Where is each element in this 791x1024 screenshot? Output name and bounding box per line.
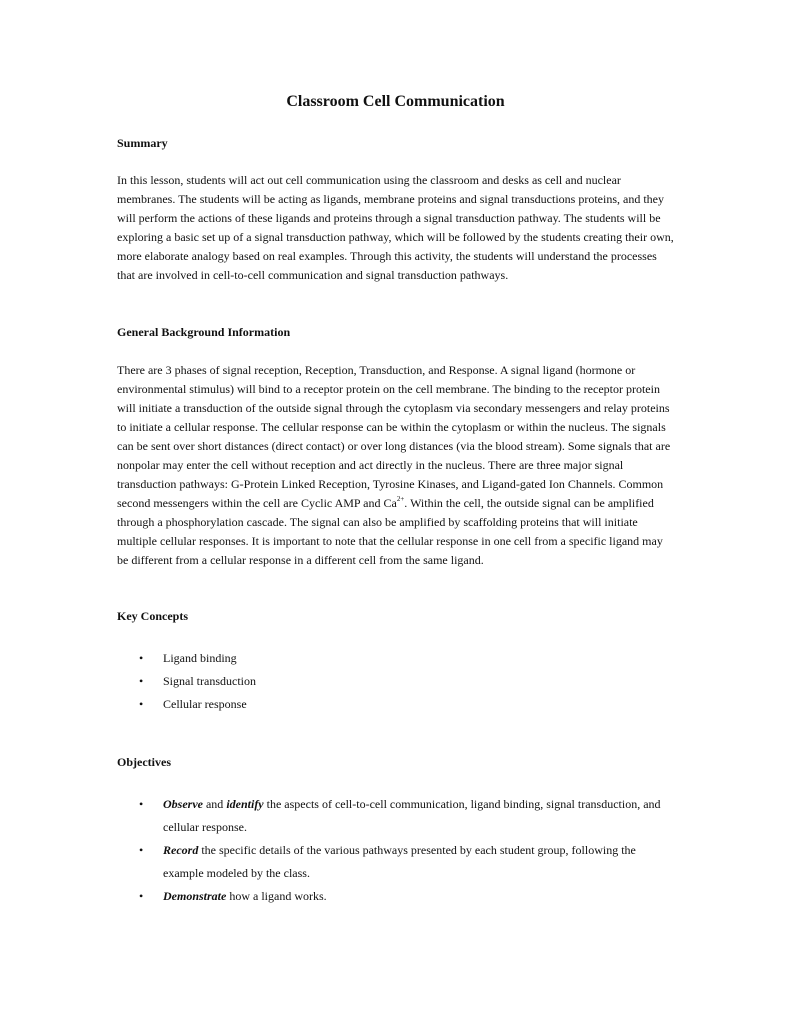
document-title: Classroom Cell Communication bbox=[286, 93, 505, 110]
bullet-icon: • bbox=[139, 651, 144, 665]
key-concepts-heading: Key Concepts bbox=[117, 609, 188, 623]
bullet-icon: • bbox=[139, 697, 144, 711]
background-text-part2: . Within the cell, the outside signal can be amplified through a phosphorylation cascade. The signal can also be amplified by scaffolding proteins that will initiate multiple cellular responses. It is important to note that the cellular response in one cell from a specific ligand may be different from a cellular response in a different cell from the same ligand. bbox=[117, 496, 663, 567]
calcium-superscript: 2+ bbox=[396, 495, 405, 503]
key-concept-text: Ligand binding bbox=[163, 651, 237, 665]
background-text-part1: There are 3 phases of signal reception, Reception, Transduction, and Response. A signal ligand (hormone or environmental stimulus) will bind to a receptor protein on the cell membrane. The binding to the receptor protein will initiate a transduction of the outside signal through the cytoplasm via secondary messengers and relay proteins to initiate a cellular response. The cellular response can be within the cytoplasm or within the nucleus. The signals can be sent over short distances (direct contact) or over long distances (via the blood stream). Some signals that are nonpolar may enter the cell without reception and act directly in the nucleus. There are three major signal transduction pathways: G-Protein Linked Reception, Tyrosine Kinases, and Ligand-gated Ion Channels. Common second messengers within the cell are Cyclic AMP and Ca bbox=[117, 363, 671, 510]
objective-verb: Observe bbox=[163, 797, 203, 811]
objective-verb: Record bbox=[163, 843, 199, 857]
bullet-icon: • bbox=[139, 843, 144, 857]
list-item bbox=[117, 672, 677, 691]
bullet-icon: • bbox=[139, 674, 144, 688]
key-concepts-list bbox=[117, 649, 677, 718]
key-concept-text: Signal transduction bbox=[163, 674, 256, 688]
list-item bbox=[117, 695, 677, 714]
summary-heading: Summary bbox=[117, 136, 168, 150]
objective-text: how a ligand works. bbox=[226, 889, 327, 903]
key-concept-text: Cellular response bbox=[163, 697, 247, 711]
list-item bbox=[117, 793, 677, 839]
objective-verb-2: identify bbox=[226, 797, 264, 811]
background-paragraph bbox=[117, 361, 677, 570]
list-item bbox=[117, 885, 677, 908]
objective-text: the specific details of the various pathways presented by each student group, following the example modeled by the class. bbox=[163, 843, 636, 880]
list-item bbox=[117, 839, 677, 885]
bullet-icon: • bbox=[139, 889, 144, 903]
objectives-heading: Objectives bbox=[117, 755, 171, 769]
objective-text: the aspects of cell-to-cell communication, ligand binding, signal transduction, and cellular response. bbox=[163, 797, 661, 834]
bullet-icon: • bbox=[139, 797, 144, 811]
list-item bbox=[117, 649, 677, 668]
objectives-list bbox=[117, 793, 677, 908]
summary-paragraph: In this lesson, students will act out cell communication using the classroom and desks as cell and nuclear membranes. The students will be acting as ligands, membrane proteins and signal transductions proteins, and they will perform the actions of these ligands and proteins through a signal transduction pathway. The students will be exploring a basic set up of a signal transduction pathway, which will be followed by the students creating their own, more elaborate analogy based on real examples. Through this activity, the students will understand the processes that are involved in cell-to-cell communication and signal transduction pathways. bbox=[117, 173, 674, 282]
objective-joiner: and bbox=[202, 797, 227, 811]
objective-verb: Demonstrate bbox=[163, 889, 227, 903]
background-heading: General Background Information bbox=[117, 325, 291, 339]
